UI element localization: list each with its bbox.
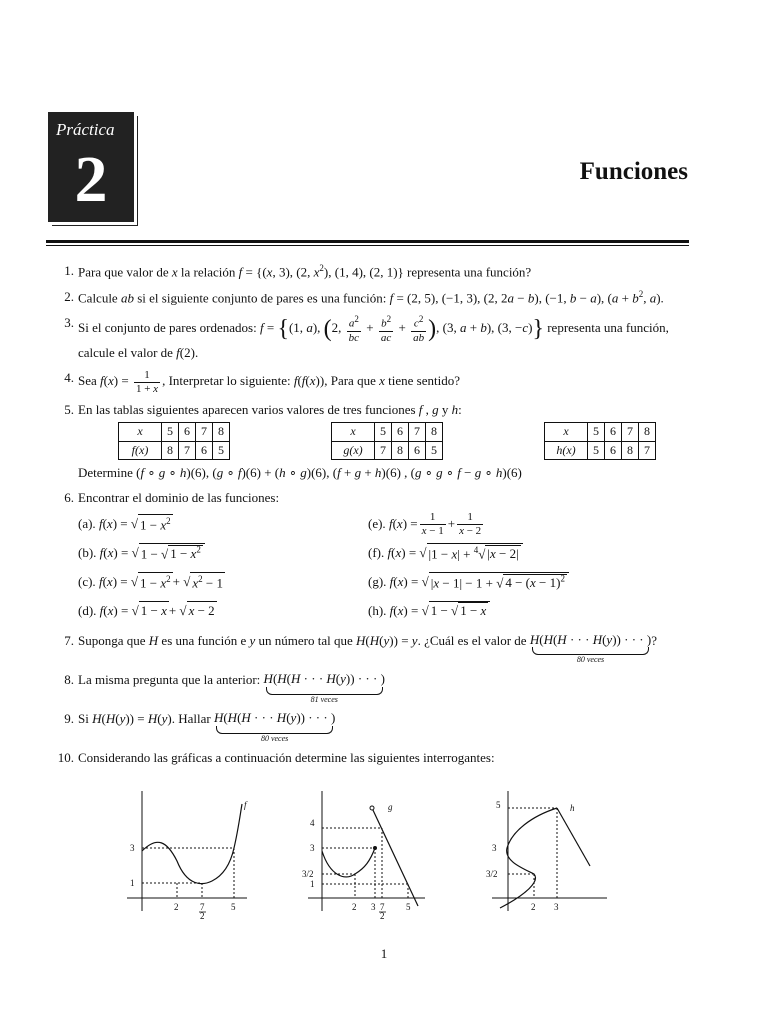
exercise-2: 2. Calcule ab si el siguiente conjunto de pares es una función: f = (2, 5), (−1, 3), (2, 2a − b), (−1, b − a), ($a + b^2$, a). <box>64 289 664 306</box>
domain-g: (g). f ( x ) = √ |x − 1| − 1 + √ $4 - (x - 1)^2$ <box>368 568 658 597</box>
svg-text:4: 4 <box>310 818 315 828</box>
svg-text:7: 7 <box>200 902 205 912</box>
svg-text:3: 3 <box>130 843 135 853</box>
svg-text:3/2: 3/2 <box>302 869 314 879</box>
svg-text:3: 3 <box>554 902 559 912</box>
graph-h <box>482 786 612 925</box>
svg-text:2: 2 <box>200 911 205 921</box>
domain-a: (a). f ( x ) = √ $1 - x^2$ <box>78 510 368 539</box>
svg-text:2: 2 <box>380 911 385 921</box>
exercise-list <box>52 262 697 774</box>
svg-text:3: 3 <box>492 843 497 853</box>
svg-text:3: 3 <box>310 843 315 853</box>
chapter-badge <box>48 112 134 222</box>
chapter-number: 2 <box>74 143 108 216</box>
exercise-5: 5. En las tablas siguientes aparecen varios valores de tres funciones f , g y h: x 5 6 7 8 f(x) 8 7 6 5 x 5 6 7 8 g(x) 7 8 6 5 x 5 6 7 8 h(x) 5 6 8 7 Determine (f ∘ g ∘ h)(6), (g ∘ f)(6) + (h ∘ g)(6), (f + g + h)(6) , (g ∘ g ∘ f − g ∘ h)(6) <box>52 401 697 482</box>
exercise-10: 10. Considerando las gráficas a continuación determine las siguientes interrogantes: <box>57 750 495 766</box>
page-number: 1 <box>380 946 388 961</box>
graph-f <box>122 786 252 925</box>
value-tables <box>118 422 656 460</box>
domain-b: (b). f ( x ) = √ 1 − √ $1 - x^2$ <box>78 539 368 568</box>
domain-d: (d). f ( x ) = √ 1 − x + √ x − 2 <box>78 597 368 626</box>
header-rule-thin <box>46 245 689 246</box>
header-rule <box>46 240 689 243</box>
svg-text:2: 2 <box>174 902 179 912</box>
domain-c: (c). f ( x ) = √ $1 - x^2$ + √ $x^2 - 1$ <box>78 568 368 597</box>
svg-text:2: 2 <box>352 902 357 912</box>
svg-text:f: f <box>244 800 247 810</box>
svg-text:5: 5 <box>231 902 236 912</box>
exercise-1: 1. Para que valor de x la relación f = {(x, 3), (2, $x^2$), (1, 4), (2, 1)} representa una función? <box>64 263 532 280</box>
exercise-3: 3. Si el conjunto de pares ordenados: f = {(1, a), (2, $\frac{a^2}{bc}$ + $\frac{b^2}{ac}$ + $\frac{c^2}{ab}$ ), (3, a + b), (3, −c)} representa una función, calcule el valor de f(2). <box>64 314 669 361</box>
domain-f: (f). f ( x ) = √ |1 − x| + $^4$√ |x − 2| <box>368 539 658 568</box>
exercise-7: 7. Suponga que H es una función e y un número tal que H(H(y)) = y. ¿Cuál es el valor de H(H(H · · · H(y)) · · · ) 80 veces ? <box>64 631 657 665</box>
svg-text:g: g <box>388 802 393 812</box>
domain-columns <box>78 510 697 626</box>
svg-text:h: h <box>570 803 575 813</box>
svg-text:3/2: 3/2 <box>486 869 498 879</box>
domain-e: (e). f ( x ) = $\frac{1}{x - 1}$ + $\frac{1}{x - 2}$ <box>368 511 482 537</box>
exercise-6: 6. Encontrar el dominio de las funciones: (a). f ( x ) = √ $1 - x^2$ (b). f ( x ) = √ 1 − √ $1 - x^2$ (c). f ( x ) = √ $1 - x^2$ + √ $x^2 - 1$ (d). f ( x ) = √ 1 − x + √ x − 2 (e). f ( x ) = $\frac{1}{x - 1}$ + $\frac{1}{x - 2}$ (f). f ( x ) = √ |1 − x| + $^4$√ |x − 2| (g). f ( x ) = √ |x − 1| − 1 + √ $4 - (x - 1)^2$ (h). f ( x ) = √ 1 − √ 1 − x <box>52 489 697 626</box>
svg-text:5: 5 <box>406 902 411 912</box>
table-h: x 5 6 7 8 h(x) 5 6 8 7 <box>544 422 656 460</box>
exercise-4: 4. Sea f(x) = $\frac{1}{1 + x}$ , Interpretar lo siguiente: f(f(x)), Para que x tiene sentido? <box>64 369 460 395</box>
svg-text:5: 5 <box>496 800 501 810</box>
svg-text:3: 3 <box>371 902 376 912</box>
table-f: x 5 6 7 8 f(x) 8 7 6 5 <box>118 422 230 460</box>
exercise-9: 9. Si H(H(y)) = H(y). Hallar H(H(H · · · H(y)) · · · ) 80 veces <box>64 710 336 743</box>
svg-text:1: 1 <box>310 879 315 889</box>
exercise-8: 8. La misma pregunta que la anterior: H(H(H · · · H(y)) · · · ) 81 veces <box>64 670 385 704</box>
table-g: x 5 6 7 8 g(x) 7 8 6 5 <box>331 422 443 460</box>
chapter-label: Práctica <box>56 120 115 139</box>
svg-text:1: 1 <box>130 878 135 888</box>
graph-g <box>300 786 430 925</box>
svg-text:7: 7 <box>380 902 385 912</box>
chapter-title: Funciones <box>579 158 688 185</box>
domain-h: (h). f ( x ) = √ 1 − √ 1 − x <box>368 597 658 626</box>
svg-text:2: 2 <box>531 902 536 912</box>
